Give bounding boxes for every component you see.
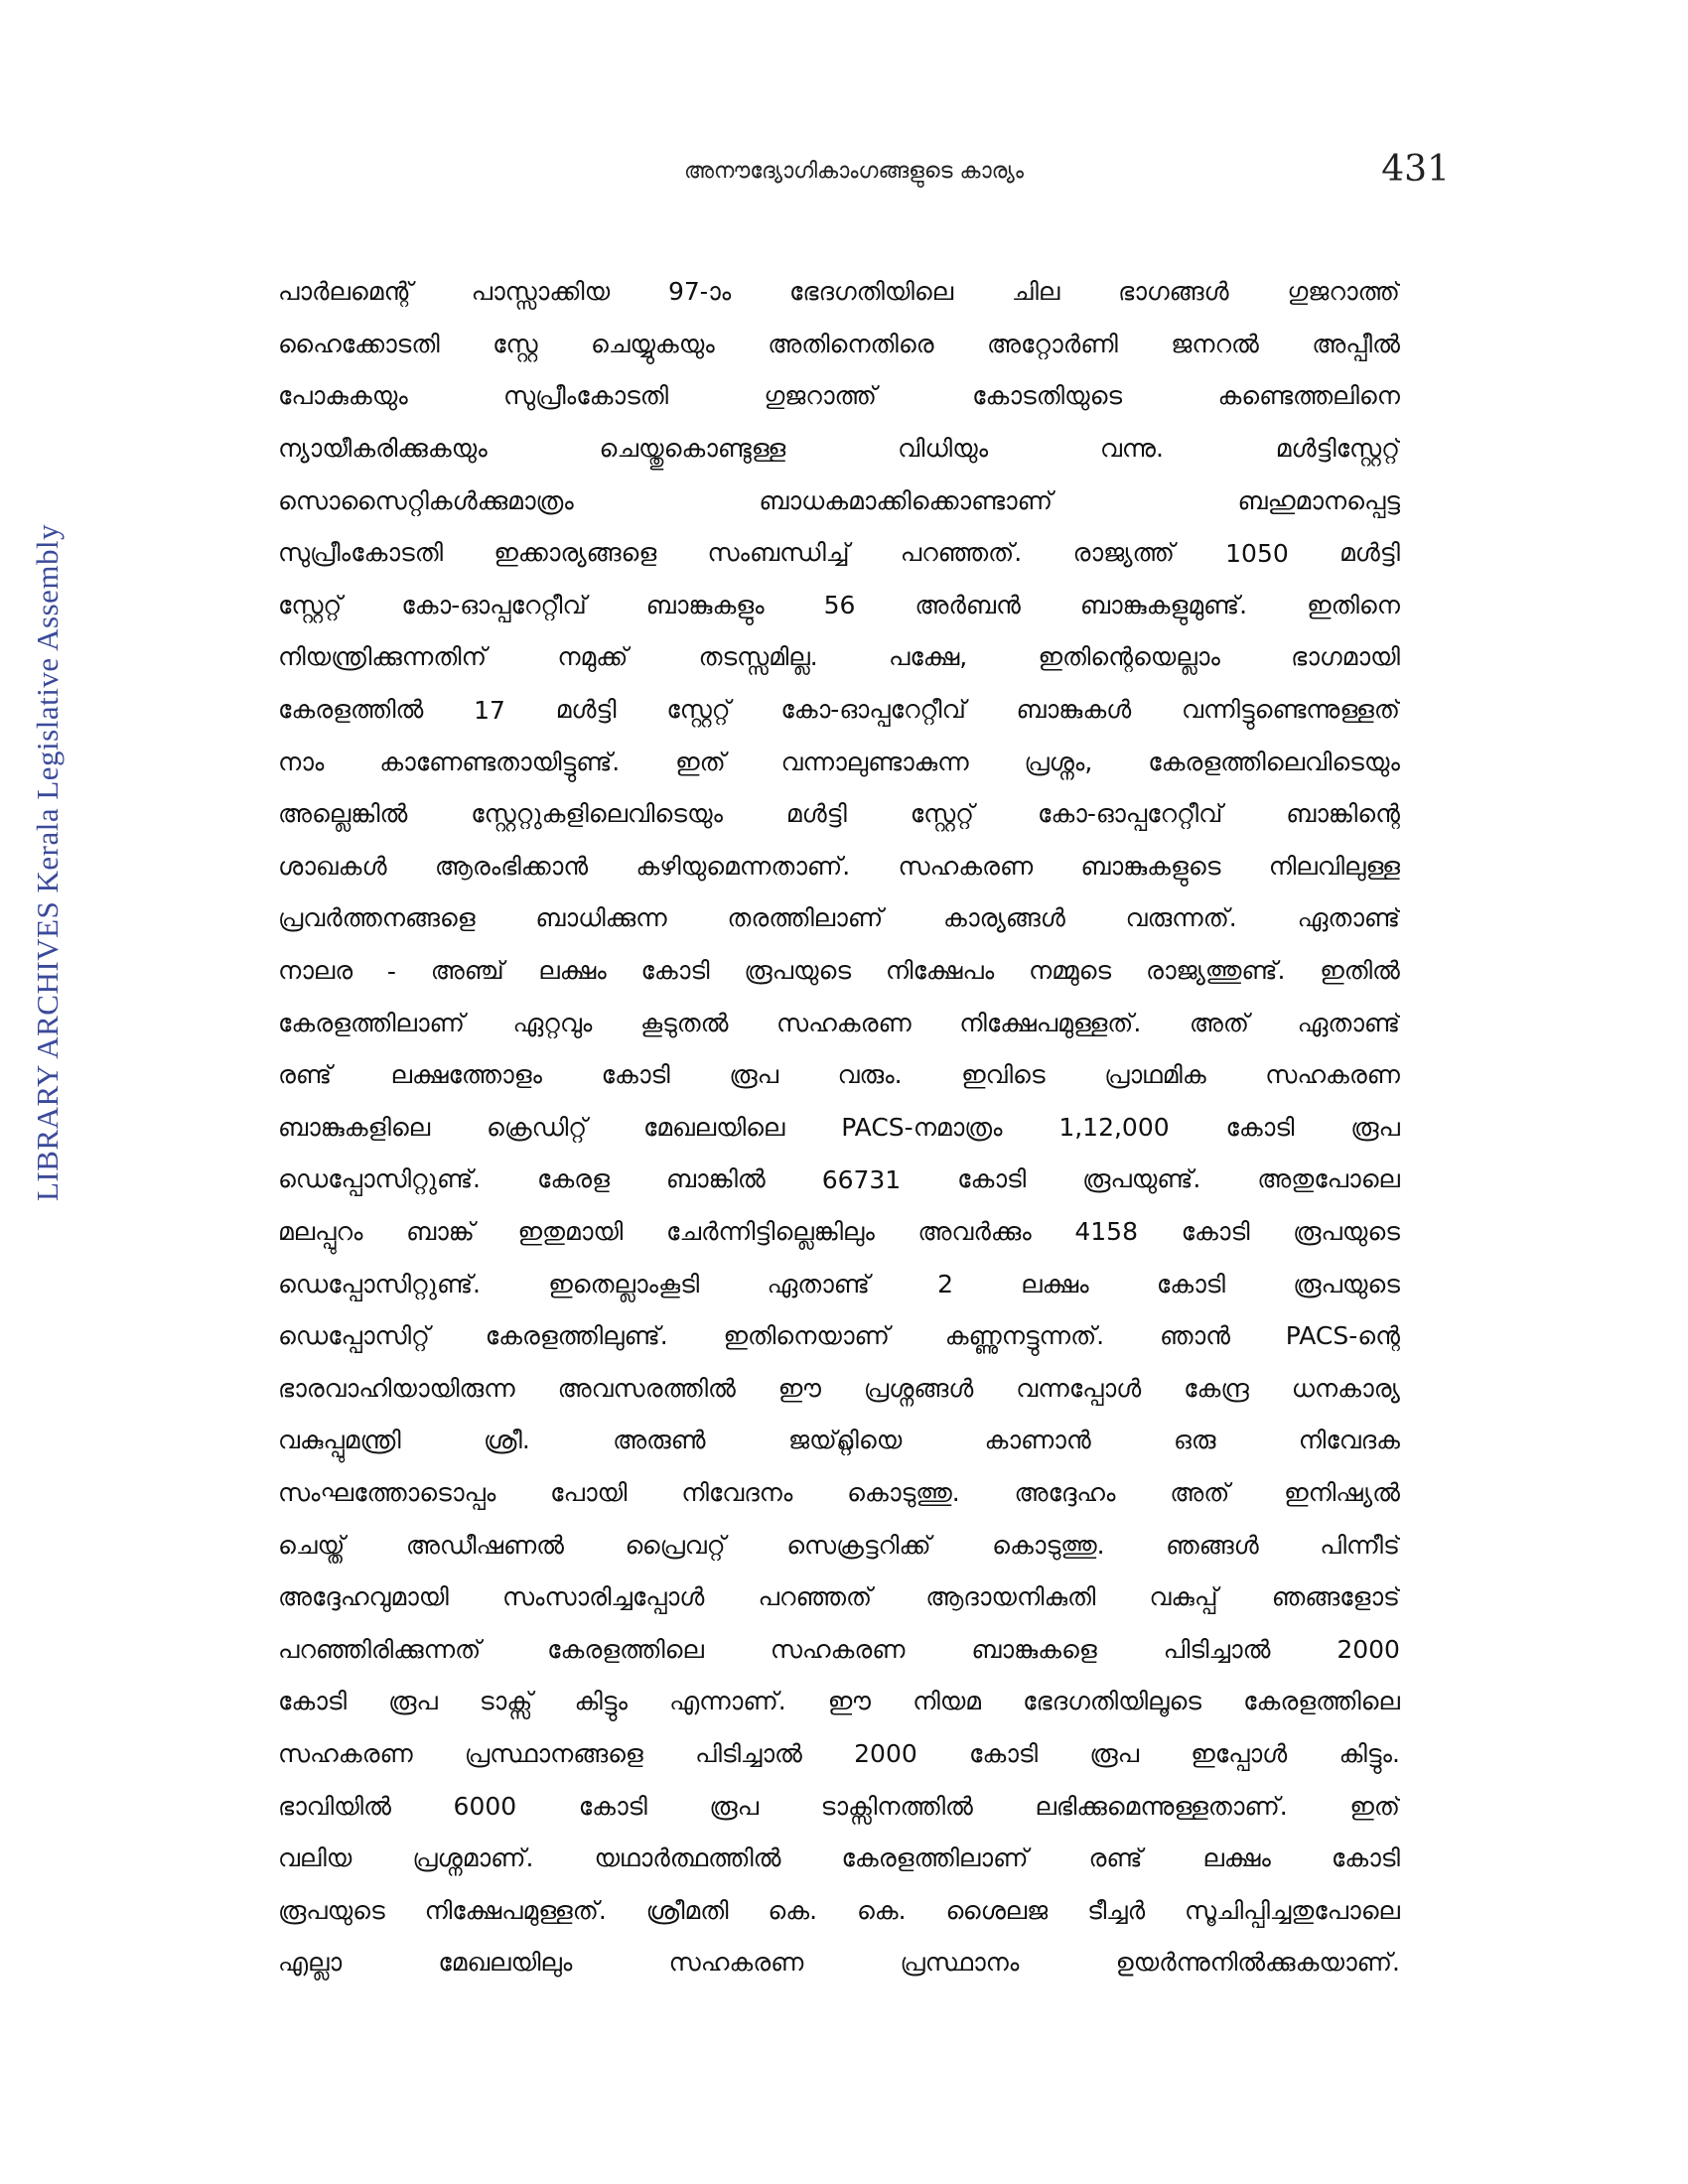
text-line: ഡെപ്പോസിറ്റ് കേരളത്തിലുണ്ട്. ഇതിനെയാണ് കണ്ണുനട്ടുന്നത്. ഞാൻ PACS-ന്റെ [278, 1321, 1400, 1351]
text-line: ഡെപ്പോസിറ്റുണ്ട്. ഇതെല്ലാംകൂടി ഏതാണ്ട് 2 ലക്ഷം കോടി രൂപയുടെ [278, 1269, 1400, 1299]
text-line: പാർലമെന്റ് പാസ്സാക്കിയ 97-ാം ഭേദഗതിയിലെ ചില ഭാഗങ്ങൾ ഗുജറാത്ത് [278, 277, 1400, 307]
text-line: പോകുകയും സുപ്രീംകോടതി ഗുജറാത്ത് കോടതിയുടെ കണ്ടെത്തലിനെ [278, 381, 1400, 411]
text-line: സംഘത്തോടൊപ്പം പോയി നിവേദനം കൊടുത്തു. അദ്ദേഹം അത് ഇനിഷ്യൽ [278, 1477, 1400, 1507]
text-line: ശാഖകൾ ആരംഭിക്കാൻ കഴിയുമെന്നതാണ്. സഹകരണ ബാങ്കുകളുടെ നിലവിലുള്ള [278, 851, 1400, 881]
text-line: എല്ലാ മേഖലയിലും സഹകരണ പ്രസ്ഥാനം ഉയർന്നുനിൽക്കുകയാണ്. [278, 1948, 1400, 1978]
text-line: കോടി രൂപ ടാക്സ് കിട്ടും എന്നാണ്. ഈ നിയമ ഭേദഗതിയിലൂടെ കേരളത്തിലെ [278, 1687, 1400, 1716]
archive-watermark: LIBRARY ARCHIVES Kerala Legislative Assembly [30, 523, 65, 1201]
text-line: നാം കാണേണ്ടതായിട്ടുണ്ട്. ഇത് വന്നാലുണ്ടാകുന്ന പ്രശ്നം, കേരളത്തിലെവിടെയും [278, 747, 1400, 776]
page-number: 431 [1381, 149, 1450, 190]
text-line: അല്ലെങ്കിൽ സ്റ്റേറ്റുകളിലെവിടെയും മൾട്ടി സ്റ്റേറ്റ് കോ-ഓപ്പറേറ്റീവ് ബാങ്കിന്റെ [278, 799, 1400, 829]
text-line: ന്യായീകരിക്കുകയും ചെയ്തുകൊണ്ടുള്ള വിധിയും വന്നു. മൾട്ടിസ്റ്റേറ്റ് [278, 434, 1400, 464]
text-line: രൂപയുടെ നിക്ഷേപമുള്ളത്. ശ്രീമതി കെ. കെ. ശൈലജ ടീച്ചർ സൂചിപ്പിച്ചതുപോലെ [278, 1895, 1400, 1925]
text-line: രണ്ട് ലക്ഷത്തോളം കോടി രൂപ വരും. ഇവിടെ പ്രാഥമിക സഹകരണ [278, 1060, 1400, 1090]
text-line: അദ്ദേഹവുമായി സംസാരിച്ചപ്പോൾ പറഞ്ഞത് ആദായനികുതി വകുപ്പ് ഞങ്ങളോട് [278, 1582, 1400, 1612]
text-line: വലിയ പ്രശ്നമാണ്. യഥാർത്ഥത്തിൽ കേരളത്തിലാണ് രണ്ട് ലക്ഷം കോടി [278, 1843, 1400, 1873]
text-line: ഭാരവാഹിയായിരുന്ന അവസരത്തിൽ ഈ പ്രശ്നങ്ങൾ വന്നപ്പോൾ കേന്ദ്ര ധനകാര്യ [278, 1373, 1400, 1403]
text-line: ചെയ്ത് അഡീഷണൽ പ്രൈവറ്റ് സെക്രട്ടറിക്ക് കൊടുത്തു. ഞങ്ങൾ പിന്നീട് [278, 1530, 1400, 1560]
text-line: പ്രവർത്തനങ്ങളെ ബാധിക്കുന്ന തരത്തിലാണ് കാര്യങ്ങൾ വരുന്നത്. ഏതാണ്ട് [278, 903, 1400, 933]
text-line: കേരളത്തിലാണ് ഏറ്റവും കൂടുതൽ സഹകരണ നിക്ഷേപമുള്ളത്. അത് ഏതാണ്ട് [278, 1008, 1400, 1037]
text-line: കേരളത്തിൽ 17 മൾട്ടി സ്റ്റേറ്റ് കോ-ഓപ്പറേറ്റീവ് ബാങ്കുകൾ വന്നിട്ടുണ്ടെന്നുള്ളത് [278, 695, 1400, 725]
text-line: മലപ്പുറം ബാങ്ക് ഇതുമായി ചേർന്നിട്ടില്ലെങ്കിലും അവർക്കും 4158 കോടി രൂപയുടെ [278, 1216, 1400, 1247]
running-title: അനൗദ്യോഗികാംഗങ്ങളുടെ കാര്യം [684, 159, 1024, 184]
text-line: ഹൈക്കോടതി സ്റ്റേ ചെയ്യുകയും അതിനെതിരെ അറ്റോർണി ജനറൽ അപ്പീൽ [278, 329, 1400, 358]
text-line: സഹകരണ പ്രസ്ഥാനങ്ങളെ പിടിച്ചാൽ 2000 കോടി രൂപ ഇപ്പോൾ കിട്ടും. [278, 1738, 1400, 1769]
text-line: ഭാവിയിൽ 6000 കോടി രൂപ ടാക്സിനത്തിൽ ലഭിക്കുമെന്നുള്ളതാണ്. ഇത് [278, 1791, 1400, 1822]
text-line: സൊസൈറ്റികൾക്കുമാത്രം ബാധകമാക്കിക്കൊണ്ടാണ് ബഹുമാനപ്പെട്ട [278, 485, 1400, 515]
text-line: ഡെപ്പോസിറ്റുണ്ട്. കേരള ബാങ്കിൽ 66731 കോടി രൂപയുണ്ട്. അതുപോലെ [278, 1164, 1400, 1194]
text-line: സുപ്രീംകോടതി ഇക്കാര്യങ്ങളെ സംബന്ധിച്ച് പറഞ്ഞത്. രാജ്യത്ത് 1050 മൾട്ടി [278, 538, 1400, 568]
text-line: സ്റ്റേറ്റ് കോ-ഓപ്പറേറ്റീവ് ബാങ്കുകളും 56 അർബൻ ബാങ്കുകളുമുണ്ട്. ഇതിനെ [278, 590, 1400, 620]
text-line: നാലര - അഞ്ച് ലക്ഷം കോടി രൂപയുടെ നിക്ഷേപം നമ്മുടെ രാജ്യത്തുണ്ട്. ഇതിൽ [278, 956, 1400, 986]
text-line: പറഞ്ഞിരിക്കുന്നത് കേരളത്തിലെ സഹകരണ ബാങ്കുകളെ പിടിച്ചാൽ 2000 [278, 1634, 1400, 1665]
text-line: ബാങ്കുകളിലെ ക്രെഡിറ്റ് മേഖലയിലെ PACS-നമാത്രം 1,12,000 കോടി രൂപ [278, 1112, 1400, 1143]
text-line: വകുപ്പുമന്ത്രി ശ്രീ. അരുൺ ജയ്റ്റ്ലിയെ കാണാൻ ഒരു നിവേദക [278, 1426, 1400, 1455]
text-line: നിയന്ത്രിക്കുന്നതിന് നമുക്ക് തടസ്സമില്ല. പക്ഷേ, ഇതിന്റെയെല്ലാം ഭാഗമായി [278, 642, 1400, 672]
body-paragraph [278, 266, 1400, 1989]
